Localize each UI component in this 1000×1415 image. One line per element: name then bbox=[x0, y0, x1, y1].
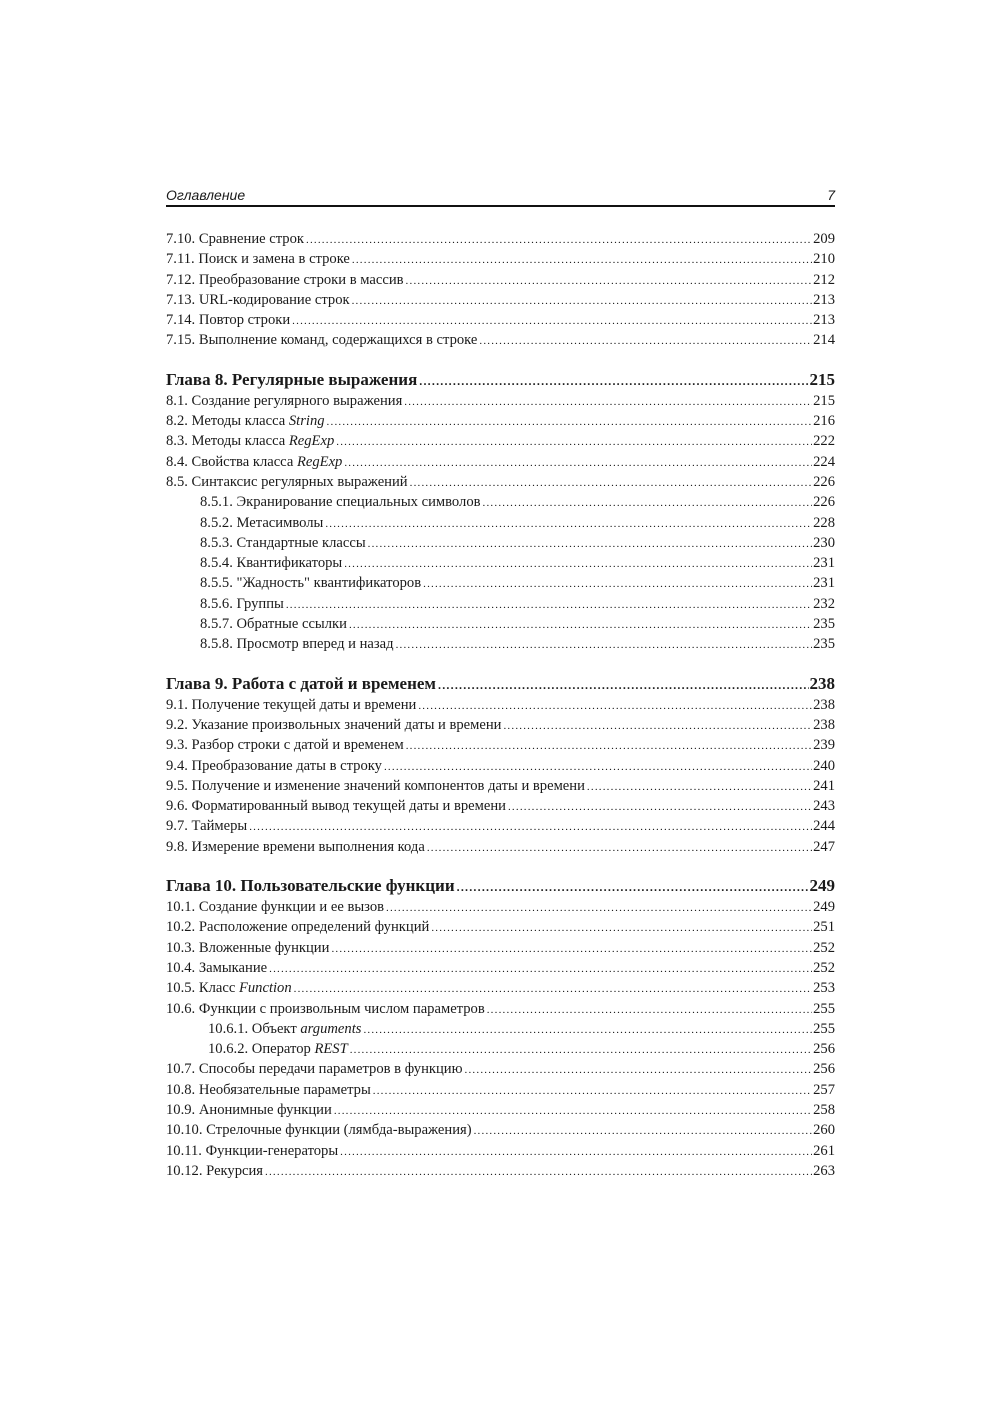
dot-leader bbox=[438, 674, 808, 695]
dot-leader bbox=[344, 554, 812, 573]
entry-page-number: 256 bbox=[813, 1041, 835, 1058]
entry-number: 9.5. bbox=[166, 777, 188, 794]
entry-number: 7.10. bbox=[166, 231, 196, 247]
toc-entry[interactable] bbox=[166, 594, 835, 614]
entry-italic-term: Function bbox=[238, 980, 292, 997]
dot-leader bbox=[457, 876, 809, 897]
dot-leader bbox=[487, 1000, 812, 1019]
entry-title bbox=[166, 756, 384, 776]
entry-page-number: 216 bbox=[813, 413, 835, 430]
dot-leader bbox=[363, 1020, 812, 1039]
dot-leader bbox=[368, 534, 812, 553]
toc-entry[interactable] bbox=[166, 1161, 835, 1181]
entry-page-number: 222 bbox=[813, 433, 835, 450]
entry-number: 9.2. bbox=[166, 716, 188, 733]
entry-text: Измерение времени выполнения кода bbox=[191, 838, 425, 855]
entry-number: 8.1. bbox=[166, 392, 188, 409]
entry-text: "Жадность" квантификаторов bbox=[236, 575, 422, 592]
dot-leader bbox=[423, 574, 812, 593]
entry-text: Вложенные функции bbox=[198, 939, 330, 956]
entry-text: Методы класса bbox=[191, 433, 289, 450]
entry-text: Синтаксис регулярных выражений bbox=[191, 473, 408, 490]
entry-title bbox=[200, 492, 483, 512]
entry-page-number: 251 bbox=[813, 919, 835, 936]
dot-leader bbox=[350, 1040, 812, 1059]
entry-title bbox=[200, 573, 423, 593]
entry-title bbox=[166, 999, 487, 1019]
dot-leader bbox=[396, 635, 813, 654]
entry-page-number: 238 bbox=[813, 696, 835, 713]
entry-number: 10.12. bbox=[166, 1162, 203, 1179]
entry-number: 7.11. bbox=[166, 251, 195, 268]
entry-text: Рекурсия bbox=[206, 1162, 264, 1179]
entry-title bbox=[166, 229, 306, 249]
toc-entry[interactable] bbox=[166, 1100, 835, 1120]
entry-number: 8.5.1. bbox=[200, 494, 233, 511]
dot-leader bbox=[373, 1081, 812, 1100]
entry-title bbox=[166, 735, 406, 755]
entry-page-number: 213 bbox=[813, 312, 835, 329]
entry-text: Объект bbox=[251, 1020, 301, 1037]
chapter-title: Глава 9. Работа с датой и временем bbox=[166, 673, 437, 693]
entry-text: Просмотр вперед и назад bbox=[236, 636, 394, 653]
toc-entry[interactable] bbox=[166, 816, 835, 836]
entry-page-number: 253 bbox=[813, 980, 835, 997]
entry-text: Метасимволы bbox=[236, 514, 324, 531]
entry-page-number: 256 bbox=[813, 1061, 835, 1078]
entry-number: 7.14. bbox=[166, 312, 196, 329]
toc-entry[interactable] bbox=[166, 1120, 835, 1140]
entry-number: 10.11. bbox=[166, 1142, 202, 1159]
running-head-title: Оглавление bbox=[166, 187, 246, 203]
entry-text: Расположение определений функций bbox=[198, 919, 430, 936]
dot-leader bbox=[265, 1162, 812, 1181]
dot-leader bbox=[306, 230, 812, 249]
entry-title bbox=[166, 310, 292, 330]
entry-page-number: 230 bbox=[813, 534, 835, 551]
entry-number: 8.4. bbox=[166, 453, 188, 470]
entry-number: 8.5.5. bbox=[200, 575, 233, 592]
chapter-title: Глава 10. Пользовательские функции bbox=[166, 876, 455, 896]
toc-entry[interactable] bbox=[166, 614, 835, 634]
toc-entry[interactable] bbox=[166, 229, 835, 249]
toc-entry[interactable] bbox=[166, 999, 835, 1019]
entry-title bbox=[166, 958, 269, 978]
dot-leader bbox=[269, 959, 812, 978]
entry-text: Поиск и замена в строке bbox=[198, 251, 350, 268]
entry-title bbox=[166, 249, 352, 269]
entry-title bbox=[208, 1039, 350, 1059]
toc-entry[interactable] bbox=[166, 938, 835, 958]
entry-page-number: 247 bbox=[813, 838, 835, 855]
entry-page-number: 252 bbox=[813, 959, 835, 976]
entry-title bbox=[200, 533, 368, 553]
entry-page-number: 240 bbox=[813, 757, 835, 774]
entry-text: Сравнение строк bbox=[198, 231, 304, 247]
toc-entry[interactable] bbox=[166, 695, 835, 715]
entry-text: Получение и изменение значений компонентов даты и времени bbox=[191, 777, 585, 794]
entry-page-number: 235 bbox=[813, 636, 835, 653]
entry-page-number: 255 bbox=[813, 1000, 835, 1017]
entry-page-number: 212 bbox=[813, 271, 835, 288]
entry-page-number: 210 bbox=[813, 251, 835, 268]
toc-entry[interactable] bbox=[166, 330, 835, 350]
entry-page-number: 209 bbox=[813, 231, 835, 247]
entry-number: 9.6. bbox=[166, 798, 188, 815]
dot-leader bbox=[508, 797, 812, 816]
entry-page-number: 226 bbox=[813, 494, 835, 511]
toc-entry[interactable] bbox=[166, 634, 835, 654]
toc-entry[interactable] bbox=[166, 270, 835, 290]
entry-title bbox=[166, 1059, 465, 1079]
toc-section bbox=[166, 673, 835, 857]
entry-title bbox=[166, 837, 427, 857]
entry-number: 9.4. bbox=[166, 757, 188, 774]
dot-leader bbox=[404, 392, 812, 411]
dot-leader bbox=[340, 1142, 812, 1161]
entry-title bbox=[166, 1141, 340, 1161]
dot-leader bbox=[349, 615, 812, 634]
toc-entry[interactable] bbox=[166, 411, 835, 431]
dot-leader bbox=[503, 716, 812, 735]
dot-leader bbox=[406, 736, 812, 755]
entry-title bbox=[166, 472, 410, 492]
entry-text: Замыкание bbox=[198, 959, 268, 976]
toc-chapter-heading[interactable] bbox=[166, 673, 835, 695]
toc-entry[interactable] bbox=[166, 735, 835, 755]
entry-title bbox=[166, 938, 331, 958]
entry-italic-term: String bbox=[288, 413, 325, 430]
entry-italic-term: REST bbox=[314, 1041, 348, 1058]
entry-text: Преобразование даты в строку bbox=[191, 757, 382, 774]
entry-number: 10.9. bbox=[166, 1101, 196, 1118]
entry-page-number: 249 bbox=[813, 899, 835, 916]
entry-number: 8.3. bbox=[166, 433, 188, 450]
toc-entry[interactable] bbox=[166, 553, 835, 573]
entry-text: Методы класса bbox=[191, 413, 289, 430]
entry-title bbox=[200, 614, 349, 634]
dot-leader bbox=[352, 250, 812, 269]
entry-number: 9.3. bbox=[166, 737, 188, 754]
entry-page-number: 213 bbox=[813, 291, 835, 308]
toc-entry[interactable] bbox=[166, 978, 835, 998]
entry-text: Создание функции и ее вызов bbox=[198, 899, 385, 916]
entry-title bbox=[166, 431, 336, 451]
toc-entry[interactable] bbox=[166, 391, 835, 411]
entry-page-number: 258 bbox=[813, 1101, 835, 1118]
entry-page-number: 244 bbox=[813, 818, 835, 835]
dot-leader bbox=[479, 331, 812, 350]
dot-leader bbox=[386, 898, 812, 917]
entry-title bbox=[200, 594, 286, 614]
entry-number: 10.10. bbox=[166, 1122, 203, 1139]
dot-leader bbox=[249, 817, 812, 836]
toc-entry[interactable] bbox=[166, 1019, 835, 1039]
entry-number: 10.6.1. bbox=[208, 1020, 249, 1037]
table-of-contents bbox=[166, 229, 835, 1181]
entry-page-number: 232 bbox=[813, 595, 835, 612]
dot-leader bbox=[294, 979, 812, 998]
toc-chapter-heading[interactable] bbox=[166, 875, 835, 897]
entry-text: Указание произвольных значений даты и времени bbox=[191, 716, 502, 733]
entry-number: 10.4. bbox=[166, 959, 196, 976]
dot-leader bbox=[419, 370, 808, 391]
entry-number: 8.5.2. bbox=[200, 514, 233, 531]
running-head-page-number: 7 bbox=[827, 187, 835, 203]
entry-page-number: 224 bbox=[813, 453, 835, 470]
toc-entry[interactable] bbox=[166, 796, 835, 816]
entry-page-number: 261 bbox=[813, 1142, 835, 1159]
running-head bbox=[166, 186, 835, 207]
entry-title bbox=[166, 1100, 334, 1120]
dot-leader bbox=[427, 838, 812, 857]
entry-title bbox=[166, 917, 431, 937]
dot-leader bbox=[327, 412, 813, 431]
toc-entry[interactable] bbox=[166, 513, 835, 533]
dot-leader bbox=[406, 271, 813, 290]
entry-number: 8.5. bbox=[166, 473, 188, 490]
entry-title bbox=[208, 1019, 363, 1039]
entry-number: 10.3. bbox=[166, 939, 196, 956]
dot-leader bbox=[325, 514, 812, 533]
entry-number: 8.2. bbox=[166, 413, 188, 430]
chapter-page-number: 215 bbox=[809, 369, 835, 389]
dot-leader bbox=[587, 777, 812, 796]
entry-text: Разбор строки с датой и временем bbox=[191, 737, 404, 754]
entry-text: Повтор строки bbox=[198, 312, 291, 329]
dot-leader bbox=[352, 291, 813, 310]
entry-page-number: 228 bbox=[813, 514, 835, 531]
entry-number: 7.15. bbox=[166, 332, 196, 349]
toc-entry[interactable] bbox=[166, 290, 835, 310]
entry-page-number: 243 bbox=[813, 798, 835, 815]
entry-text: Обратные ссылки bbox=[236, 616, 347, 633]
entry-page-number: 238 bbox=[813, 716, 835, 733]
entry-page-number: 235 bbox=[813, 616, 835, 633]
toc-chapter-heading[interactable] bbox=[166, 369, 835, 391]
toc-section bbox=[166, 229, 835, 351]
entry-number: 7.12. bbox=[166, 271, 196, 288]
entry-number: 7.13. bbox=[166, 291, 196, 308]
entry-title bbox=[166, 411, 327, 431]
entry-number: 10.2. bbox=[166, 919, 196, 936]
toc-entry[interactable] bbox=[166, 776, 835, 796]
entry-title bbox=[166, 1120, 474, 1140]
entry-number: 10.1. bbox=[166, 899, 196, 916]
toc-entry[interactable] bbox=[166, 573, 835, 593]
entry-text: Оператор bbox=[251, 1041, 315, 1058]
toc-entry[interactable] bbox=[166, 958, 835, 978]
toc-entry[interactable] bbox=[166, 1080, 835, 1100]
entry-number: 9.7. bbox=[166, 818, 188, 835]
entry-number: 8.5.6. bbox=[200, 595, 233, 612]
toc-entry[interactable] bbox=[166, 1141, 835, 1161]
toc-entry[interactable] bbox=[166, 837, 835, 857]
entry-text: URL-кодирование строк bbox=[198, 291, 350, 308]
entry-title bbox=[166, 270, 406, 290]
toc-entry[interactable] bbox=[166, 249, 835, 269]
entry-title bbox=[166, 1080, 373, 1100]
entry-text: Выполнение команд, содержащихся в строке bbox=[198, 332, 478, 349]
toc-entry[interactable] bbox=[166, 917, 835, 937]
toc-entry[interactable] bbox=[166, 533, 835, 553]
entry-title bbox=[166, 897, 386, 917]
entry-title bbox=[166, 796, 508, 816]
entry-italic-term: RegExp bbox=[288, 433, 335, 450]
entry-page-number: 226 bbox=[813, 473, 835, 490]
toc-entry[interactable] bbox=[166, 715, 835, 735]
entry-number: 10.6. bbox=[166, 1000, 196, 1017]
entry-italic-term: RegExp bbox=[296, 453, 343, 470]
toc-entry[interactable] bbox=[166, 452, 835, 472]
entry-page-number: 214 bbox=[813, 332, 835, 349]
toc-entry[interactable] bbox=[166, 756, 835, 776]
entry-page-number: 231 bbox=[813, 575, 835, 592]
entry-number: 8.5.3. bbox=[200, 534, 233, 551]
entry-page-number: 255 bbox=[813, 1020, 835, 1037]
dot-leader bbox=[336, 432, 812, 451]
entry-text: Функции с произвольным числом параметров bbox=[198, 1000, 485, 1017]
entry-text: Анонимные функции bbox=[198, 1101, 332, 1118]
dot-leader bbox=[483, 493, 813, 512]
entry-text: Группы bbox=[236, 595, 284, 612]
entry-number: 8.5.7. bbox=[200, 616, 233, 633]
entry-text: Необязательные параметры bbox=[198, 1081, 371, 1098]
entry-title bbox=[166, 715, 503, 735]
entry-number: 8.5.4. bbox=[200, 555, 233, 572]
entry-title bbox=[200, 553, 344, 573]
entry-text: Форматированный вывод текущей даты и времени bbox=[191, 798, 506, 815]
chapter-title: Глава 8. Регулярные выражения bbox=[166, 369, 418, 389]
dot-leader bbox=[334, 1101, 812, 1120]
entry-title bbox=[166, 452, 344, 472]
chapter-page-number: 238 bbox=[809, 673, 835, 693]
entry-italic-term: arguments bbox=[300, 1020, 362, 1037]
entry-text: Квантификаторы bbox=[236, 555, 343, 572]
dot-leader bbox=[331, 939, 812, 958]
entry-text: Преобразование строки в массив bbox=[198, 271, 404, 288]
entry-title bbox=[200, 513, 325, 533]
entry-title bbox=[166, 816, 249, 836]
toc-entry[interactable] bbox=[166, 310, 835, 330]
entry-title bbox=[166, 330, 479, 350]
entry-title bbox=[166, 776, 587, 796]
entry-number: 10.7. bbox=[166, 1061, 196, 1078]
toc-entry[interactable] bbox=[166, 492, 835, 512]
entry-text: Стандартные классы bbox=[236, 534, 366, 551]
dot-leader bbox=[474, 1121, 813, 1140]
dot-leader bbox=[410, 473, 812, 492]
entry-page-number: 239 bbox=[813, 737, 835, 754]
entry-title bbox=[166, 1161, 265, 1181]
entry-page-number: 231 bbox=[813, 555, 835, 572]
entry-text: Создание регулярного выражения bbox=[191, 392, 403, 409]
entry-text: Класс bbox=[198, 980, 239, 997]
entry-page-number: 257 bbox=[813, 1081, 835, 1098]
entry-number: 9.8. bbox=[166, 838, 188, 855]
entry-text: Способы передачи параметров в функцию bbox=[198, 1061, 463, 1078]
entry-number: 10.8. bbox=[166, 1081, 196, 1098]
toc-entry[interactable] bbox=[166, 1059, 835, 1079]
entry-number: 10.5. bbox=[166, 980, 196, 997]
entry-text: Получение текущей даты и времени bbox=[191, 696, 417, 713]
entry-text: Функции-генераторы bbox=[205, 1142, 339, 1159]
book-page bbox=[166, 186, 835, 1199]
toc-section bbox=[166, 875, 835, 1181]
dot-leader bbox=[418, 696, 812, 715]
entry-title bbox=[200, 634, 396, 654]
entry-number: 8.5.8. bbox=[200, 636, 233, 653]
toc-entry[interactable] bbox=[166, 472, 835, 492]
entry-number: 9.1. bbox=[166, 696, 188, 713]
toc-entry[interactable] bbox=[166, 1039, 835, 1059]
entry-page-number: 260 bbox=[813, 1122, 835, 1139]
dot-leader bbox=[465, 1060, 813, 1079]
entry-title bbox=[166, 695, 418, 715]
chapter-page-number: 249 bbox=[809, 876, 835, 896]
entry-page-number: 252 bbox=[813, 939, 835, 956]
dot-leader bbox=[286, 595, 812, 614]
dot-leader bbox=[431, 918, 812, 937]
toc-section bbox=[166, 369, 835, 655]
entry-page-number: 215 bbox=[813, 392, 835, 409]
entry-page-number: 241 bbox=[813, 777, 835, 794]
dot-leader bbox=[384, 757, 812, 776]
dot-leader bbox=[344, 453, 812, 472]
entry-text: Таймеры bbox=[191, 818, 248, 835]
entry-title bbox=[166, 290, 352, 310]
entry-text: Свойства класса bbox=[191, 453, 297, 470]
entry-title bbox=[166, 391, 404, 411]
toc-entry[interactable] bbox=[166, 897, 835, 917]
toc-entry[interactable] bbox=[166, 431, 835, 451]
entry-page-number: 263 bbox=[813, 1162, 835, 1179]
entry-title bbox=[166, 978, 294, 998]
entry-text: Экранирование специальных символов bbox=[236, 494, 481, 511]
entry-number: 10.6.2. bbox=[208, 1041, 249, 1058]
dot-leader bbox=[292, 311, 812, 330]
entry-text: Стрелочные функции (лямбда-выражения) bbox=[206, 1122, 472, 1139]
